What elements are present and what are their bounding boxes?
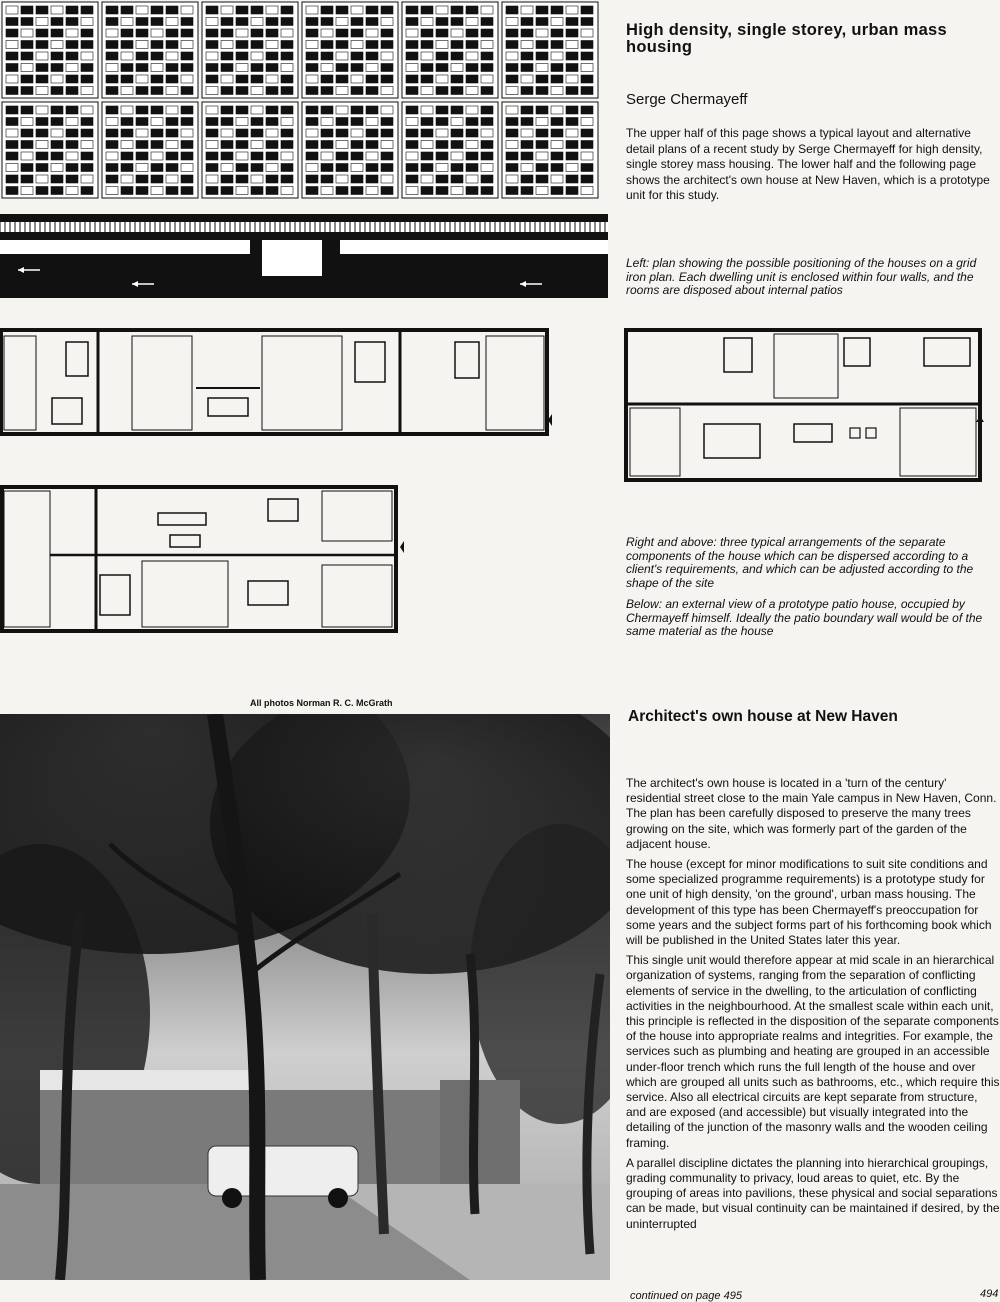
section-heading: Architect's own house at New Haven: [628, 708, 898, 725]
caption-below-text: : an external view of a prototype patio house, occupied by Chermayeff himself. Ideally the patio boundary wall would be of the same material as the house: [626, 597, 983, 638]
caption-right: [626, 536, 998, 590]
caption-below-label: Below: [626, 597, 659, 611]
body-paragraph: The architect's own house is located in a 'turn of the century' residential street close to the main Yale campus in New Haven, Conn. The plan has been carefully disposed to preserve the many trees growing on the site, which was formerly part of the garden of the adjacent house.: [626, 776, 997, 851]
floor-plan-c: [0, 485, 404, 635]
caption-left-label: Left: [626, 256, 647, 270]
article-intro: The upper half of this page shows a typical layout and alternative detail plans of a recent study by Serge Chermayeff for high density, single storey mass housing. The lower half and the following page shows the architect's own house at New Haven, which is a prototype unit for this study.: [626, 126, 990, 202]
page-number: 494: [980, 1288, 999, 1300]
caption-left: [626, 257, 998, 298]
floor-plan-b: [624, 328, 986, 484]
photo-credit: All photos Norman R. C. McGrath: [250, 698, 393, 708]
caption-right-text: : three typical arrangements of the separate components of the house which can be dispersed according to a client's requirements, and which can be adjusted according to the shape of the site: [626, 535, 974, 590]
body-paragraph: This single unit would therefore appear at mid scale in an hierarchical organization of systems, ranging from the separation of conflicting elements of service in the dwelling, to the articulation of conflicting activities in the neighbourhood. At the smallest scale within each unit, this principle is reflected in the disposition of the separate components of the house into appropriate realms and integrities. For example, the services such as plumbing and heating are grouped in an accessible under-floor trench which runs the full length of the house and over which are grouped all units such as bathrooms, etc., which require this service. Also all electrical circuits are kept separate from structure, and are exposed (and accessible) but visually integrated into the detailing of the junction of the masonry walls and the wooden ceiling framing.: [626, 953, 1000, 1150]
article-title: High density, single storey, urban mass housing: [626, 21, 948, 56]
caption-right-label: Right and above: [626, 535, 714, 549]
floor-plan-a: [0, 328, 552, 440]
site-plan-figure: [0, 0, 608, 298]
article-author: Serge Chermayeff: [626, 91, 748, 108]
section-body: [626, 776, 1000, 1237]
body-paragraph: The house (except for minor modifications to suit site conditions and some specialized programme requirements) is a prototype study for one unit of high density, 'on the ground', urban mass housing. The development of this type has been Chermayeff's preoccupation for some years and the subject forms part of his forthcoming book which will be published in the United States later this year.: [626, 857, 992, 948]
continued-note: continued on page 495: [630, 1290, 742, 1302]
body-paragraph: A parallel discipline dictates the planning into hierarchical groupings, grading communality to privacy, loud areas to quiet, etc. By the grouping of areas into pavilions, these physical and social separations can be made, but visual continuity can be maintained if desired, by the uninterrupted: [626, 1155, 1000, 1231]
house-photograph: [0, 714, 610, 1280]
caption-below: [626, 598, 998, 639]
caption-left-text: : plan showing the possible positioning of the houses on a grid iron plan. Each dwelling unit is enclosed within four walls, and the rooms are disposed about internal patios: [626, 256, 977, 297]
